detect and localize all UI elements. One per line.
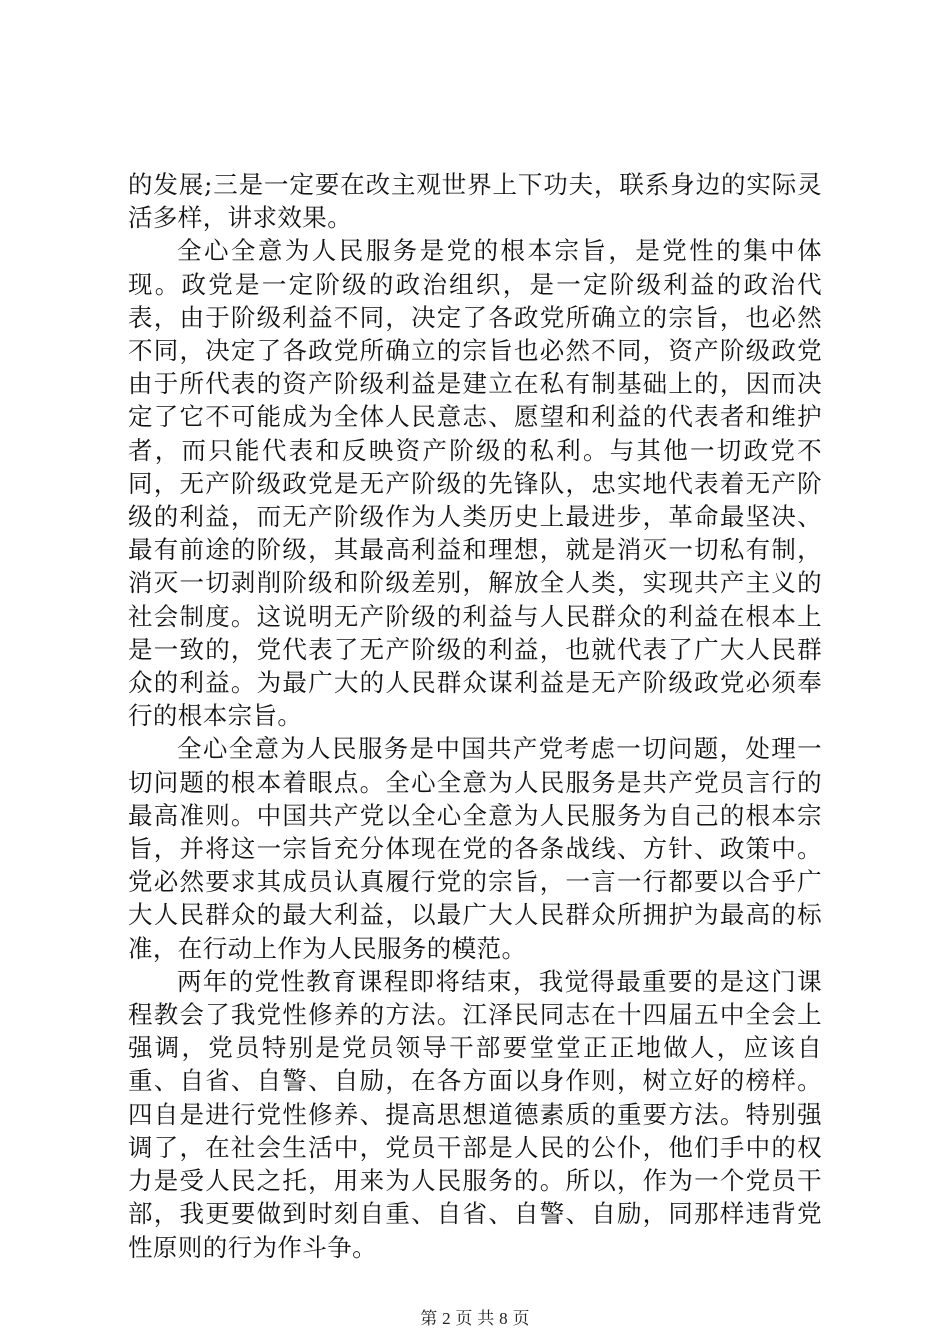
paragraph-party-purpose: 全心全意为人民服务是党的根本宗旨，是党性的集中体现。政党是一定阶级的政治组织，是一定阶级利益的政治代表，由于阶级利益不同，决定了各政党所确立的宗旨，也必然不同，决定了各政党所确立的宗旨也必然不同，资产阶级政党由于所代表的资产阶级利益是建立在私有制基础上的，因而决定了它不可能成为全体人民意志、愿望和利益的代表者和维护者，而只能代表和反映资产阶级的私利。与其他一切政党不同，无产阶级政党是无产阶级的先锋队，忠实地代表着无产阶级的利益，而无产阶级作为人类历史上最进步，革命最坚决、最有前途的阶级，其最高利益和理想，就是消灭一切私有制，消灭一切剥削阶级和阶级差别，解放全人类，实现共产主义的社会制度。这说明无产阶级的利益与人民群众的利益在根本上是一致的，党代表了无产阶级的利益，也就代表了广大人民群众的利益。为最广大的人民群众谋利益是无产阶级政党必须奉行的根本宗旨。 [128, 236, 822, 731]
page-number-footer: 第 2 页 共 8 页 [420, 1309, 530, 1328]
paragraph-course-reflection: 两年的党性教育课程即将结束，我觉得最重要的是这门课程教会了我党性修养的方法。江泽民同志在十四届五中全会上强调，党员特别是党员领导干部要堂堂正正地做人，应该自重、自省、自警、自励，在各方面以身作则，树立好的榜样。四自是进行党性修养、提高思想道德素质的重要方法。特别强调了，在社会生活中，党员干部是人民的公仆，他们手中的权力是受人民之托，用来为人民服务的。所以，作为一个党员干部，我更要做到时刻自重、自省、自警、自励，同那样违背党性原则的行为作斗争。 [128, 966, 822, 1262]
document-body [128, 168, 822, 1264]
paragraph-continuation: 的发展;三是一定要在改主观世界上下功夫，联系身边的实际灵活多样，讲求效果。 [128, 170, 822, 233]
paragraph-serve-people: 全心全意为人民服务是中国共产党考虑一切问题，处理一切问题的根本着眼点。全心全意为人民服务是共产党员言行的最高准则。中国共产党以全心全意为人民服务为自己的根本宗旨，并将这一宗旨充分体现在党的各条战线、方针、政策中。党必然要求其成员认真履行党的宗旨，一言一行都要以合乎广大人民群众的最大利益，以最广大人民群众所拥护为最高的标准，在行动上作为人民服务的模范。 [128, 734, 822, 963]
